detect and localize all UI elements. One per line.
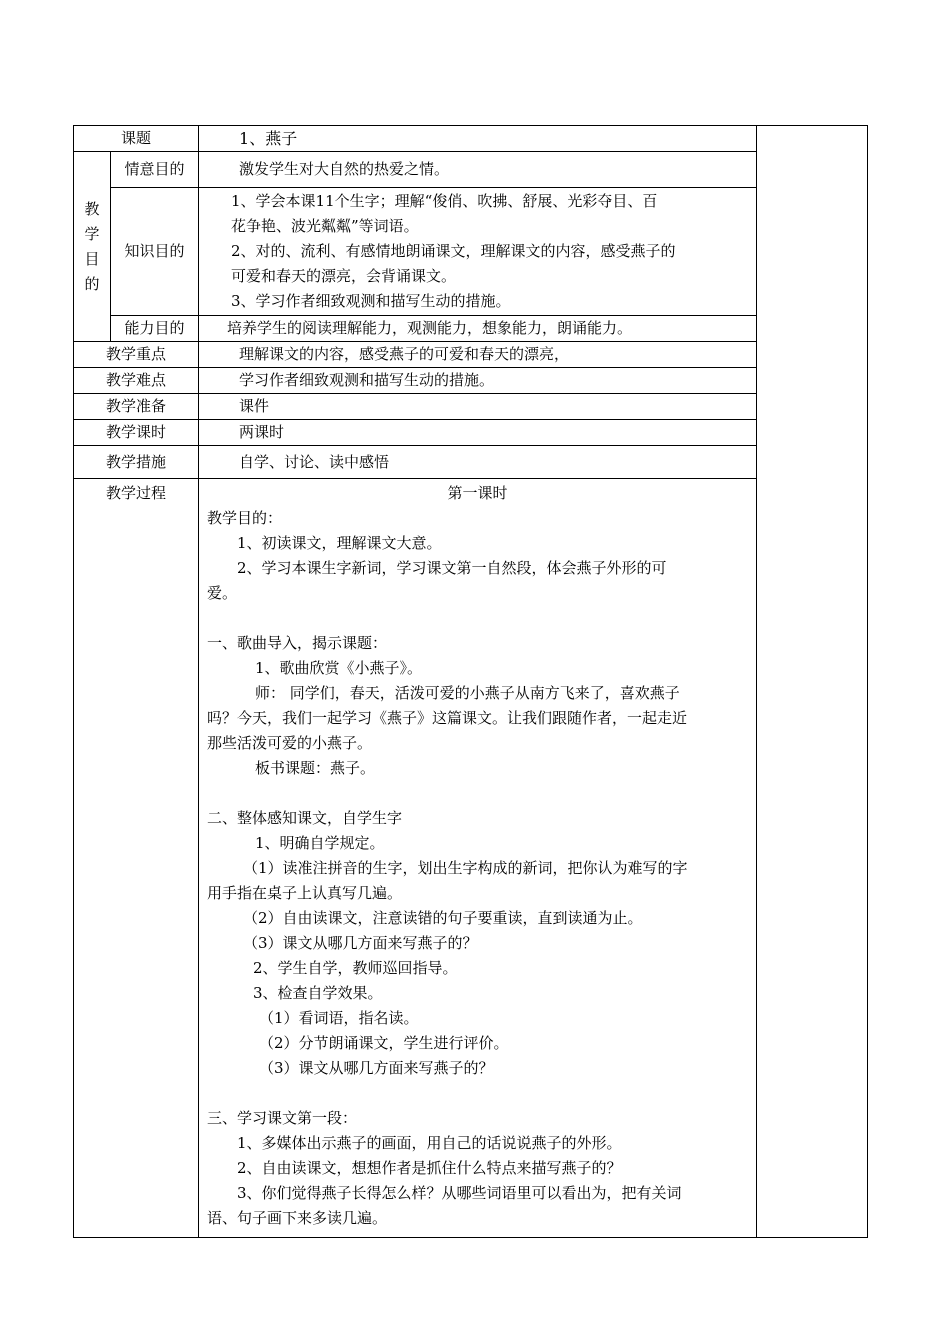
method-label: 教学措施 bbox=[74, 446, 199, 479]
process-line: 2、自由读课文，想想作者是抓住什么特点来描写燕子的？ bbox=[237, 1159, 622, 1177]
difficulty-value: 学习作者细致观测和描写生动的措施。 bbox=[199, 368, 757, 394]
ability-value: 培养学生的阅读理解能力，观测能力，想象能力，朗诵能力。 bbox=[199, 316, 757, 342]
process-line: 2、学生自学，教师巡回指导。 bbox=[253, 959, 458, 977]
process-label: 教学过程 bbox=[74, 479, 199, 1238]
row-hours bbox=[74, 420, 868, 446]
lesson-heading: 第一课时 bbox=[447, 484, 508, 502]
key-label: 教学重点 bbox=[74, 342, 199, 368]
knowledge-label: 知识目的 bbox=[111, 188, 199, 316]
row-emotion bbox=[74, 152, 868, 188]
process-line: 3、你们觉得燕子长得怎么样？从哪些词语里可以看出为，把有关词 bbox=[237, 1184, 682, 1202]
difficulty-label: 教学难点 bbox=[74, 368, 199, 394]
topic-label: 课题 bbox=[74, 126, 199, 152]
emotion-value: 激发学生对大自然的热爱之情。 bbox=[199, 152, 757, 188]
row-method bbox=[74, 446, 868, 479]
lesson-plan-table bbox=[73, 125, 868, 1238]
process-line: 2、学习本课生字新词，学习课文第一自然段，体会燕子外形的可 bbox=[237, 559, 667, 577]
hours-value: 两课时 bbox=[199, 420, 757, 446]
process-line: 教学目的： bbox=[207, 509, 283, 527]
topic-value: 1、燕子 bbox=[199, 126, 757, 152]
row-difficulty bbox=[74, 368, 868, 394]
hours-label: 教学课时 bbox=[74, 420, 199, 446]
process-line: （3）课文从哪几方面来写燕子的？ bbox=[243, 934, 478, 952]
process-line: 语、句子画下来多读几遍。 bbox=[207, 1209, 388, 1227]
process-line: 1、多媒体出示燕子的画面，用自己的话说说燕子的外形。 bbox=[237, 1134, 622, 1152]
process-lines bbox=[207, 506, 748, 1231]
row-ability bbox=[74, 316, 868, 342]
process-line: 一、歌曲导入，揭示课题： bbox=[207, 634, 388, 652]
process-line: 那些活泼可爱的小燕子。 bbox=[207, 734, 373, 752]
row-process bbox=[74, 479, 868, 1238]
row-knowledge bbox=[74, 188, 868, 316]
row-key bbox=[74, 342, 868, 368]
process-line: 三、学习课文第一段： bbox=[207, 1109, 358, 1127]
process-line: 3、检查自学效果。 bbox=[253, 984, 383, 1002]
process-line: （2）自由读课文，注意读错的句子要重读，直到读通为止。 bbox=[243, 909, 643, 927]
process-line bbox=[207, 606, 748, 631]
goals-side-label: 教 学 目 的 bbox=[74, 152, 111, 342]
prep-label: 教学准备 bbox=[74, 394, 199, 420]
process-line: （1）看词语，指名读。 bbox=[259, 1009, 419, 1027]
process-line: 1、明确自学规定。 bbox=[255, 834, 385, 852]
process-line: 师： 同学们，春天，活泼可爱的小燕子从南方飞来了，喜欢燕子 bbox=[255, 684, 680, 702]
process-line: 二、整体感知课文，自学生字 bbox=[207, 809, 403, 827]
process-line bbox=[207, 1081, 748, 1106]
process-line: （3）课文从哪几方面来写燕子的？ bbox=[259, 1059, 494, 1077]
process-line: （2）分节朗诵课文，学生进行评价。 bbox=[259, 1034, 509, 1052]
row-topic bbox=[74, 126, 868, 152]
process-line: 吗？今天，我们一起学习《燕子》这篇课文。让我们跟随作者，一起走近 bbox=[207, 709, 688, 727]
knowledge-value: 1、学会本课11个生字；理解“俊俏、吹拂、舒展、光彩夺目、百 花争艳、波光粼粼”等词语。 2、对的、流利、有感情地朗诵课文，理解课文的内容，感受燕子的 可爱和春天的漂亮，会背诵课文。 3、学习作者细致观测和描写生动的措施。 bbox=[199, 188, 757, 316]
process-line: 板书课题：燕子。 bbox=[255, 759, 376, 777]
process-line: 1、初读课文，理解课文大意。 bbox=[237, 534, 442, 552]
process-line: 用手指在桌子上认真写几遍。 bbox=[207, 884, 403, 902]
prep-value: 课件 bbox=[199, 394, 757, 420]
method-value: 自学、讨论、读中感悟 bbox=[199, 446, 757, 479]
process-line bbox=[207, 781, 748, 806]
process-line: （1）读准注拼音的生字，划出生字构成的新词，把你认为难写的字 bbox=[243, 859, 688, 877]
process-line: 1、歌曲欣赏《小燕子》。 bbox=[255, 659, 423, 677]
process-content bbox=[199, 479, 757, 1238]
key-value: 理解课文的内容，感受燕子的可爱和春天的漂亮， bbox=[199, 342, 757, 368]
notes-column bbox=[757, 126, 868, 1238]
ability-label: 能力目的 bbox=[111, 316, 199, 342]
row-prep bbox=[74, 394, 868, 420]
process-line: 爱。 bbox=[207, 584, 238, 602]
emotion-label: 情意目的 bbox=[111, 152, 199, 188]
